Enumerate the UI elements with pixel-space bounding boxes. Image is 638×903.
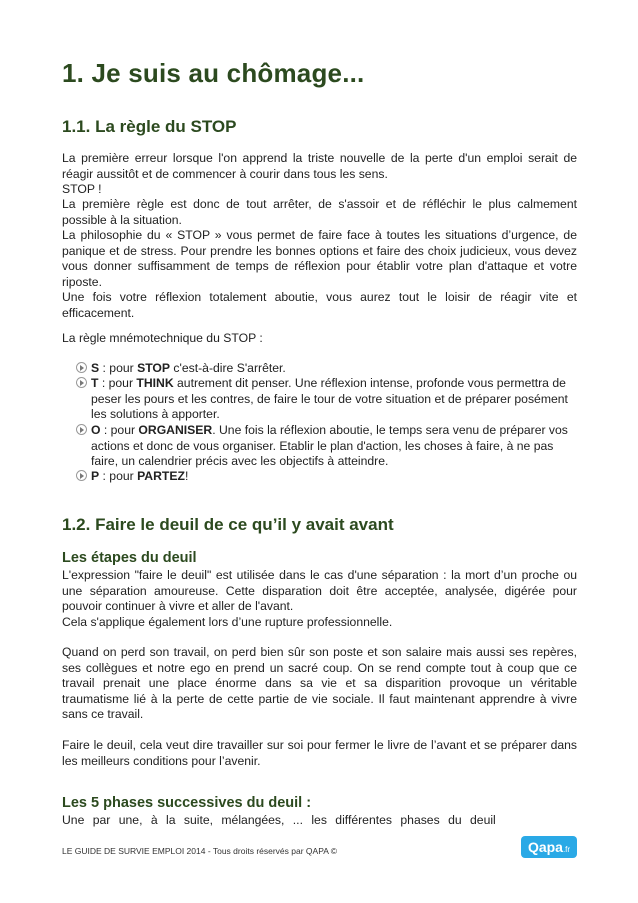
paragraph: La première règle est donc de tout arrêter, de s'assoir et de réfléchir le plus calmement possible à la situation. — [62, 197, 577, 227]
circled-arrow-bullet-icon — [76, 470, 87, 481]
mnemonic-intro: La règle mnémotechnique du STOP : — [62, 331, 263, 345]
list-item: S : pour STOP c'est-à-dire S'arrêter. — [76, 361, 576, 377]
circled-arrow-bullet-icon — [76, 362, 87, 373]
section-heading-stop: 1.1. La règle du STOP — [62, 117, 237, 136]
qapa-logo: Qapa.fr — [521, 836, 577, 858]
circled-arrow-bullet-icon — [76, 377, 87, 388]
paragraph: Cela s'applique également lors d’une rupture professionnelle. — [62, 615, 393, 629]
list-item: T : pour THINK autrement dit penser. Une réflexion intense, profonde vous permettra de peser les pours et les contres, de faire le tour de votre situation et de préparer posément les solutions à apporter. — [76, 376, 576, 423]
list-item: P : pour PARTEZ! — [76, 469, 576, 485]
subheading: Les étapes du deuil — [62, 550, 197, 566]
paragraph: Une fois votre réflexion totalement aboutie, vous aurez tout le loisir de réagir vite et efficacement. — [62, 290, 577, 320]
paragraph: Une par une, à la suite, mélangées, ... les différentes phases du deuil — [62, 813, 496, 827]
paragraph: La première erreur lorsque l'on apprend la triste nouvelle de la perte d'un emploi serait de réagir aussitôt et de commencer à courir dans tous les sens. — [62, 151, 577, 181]
paragraph: La philosophie du « STOP » vous permet de faire face à toutes les situations d’urgence, de panique et de stress. Pour prendre les bonnes options et faire des choix judicieux, vous devez vous donner suffisamment de temps de réflexion pour établir votre plan d'attaque et votre riposte. — [62, 228, 577, 289]
section-heading-deuil: 1.2. Faire le deuil de ce qu’il y avait avant — [62, 515, 394, 534]
page-title: 1. Je suis au chômage... — [62, 58, 365, 88]
footer-text: LE GUIDE DE SURVIE EMPLOI 2014 - Tous droits réservés par QAPA © — [62, 846, 338, 856]
paragraph: L'expression "faire le deuil" est utilisée dans le cas d'une séparation : la mort d’un proche ou une séparation amoureuse. Cette disparation doit être acceptée, analysée, digérée pour pouvoir continuer à vivre et aller de l'avant. — [62, 568, 577, 613]
paragraph: Faire le deuil, cela veut dire travailler sur soi pour fermer le livre de l’avant et se préparer dans les meilleurs conditions pour l’avenir. — [62, 738, 577, 768]
subheading: Les 5 phases successives du deuil : — [62, 795, 312, 811]
paragraph: STOP ! — [62, 182, 102, 196]
circled-arrow-bullet-icon — [76, 424, 87, 435]
list-item: O : pour ORGANISER. Une fois la réflexion aboutie, le temps sera venu de préparer vos actions et donc de vous organiser. Etablir le plan d'action, les choses à faire, à ne pas faire, un calendrier précis avec les objectifs à atteindre. — [76, 423, 576, 470]
paragraph: Quand on perd son travail, on perd bien sûr son poste et son salaire mais aussi ses repères, ses collègues et notre ego en prend un sacré coup. On se rend compte tout à coup que ce travail prenait une place énorme dans sa vie et sa disparition provoque un véritable traumatisme lié à la perte de cette partie de vie sociale. Il faut maintenant apprendre à vivre sans ce travail. — [62, 645, 577, 721]
